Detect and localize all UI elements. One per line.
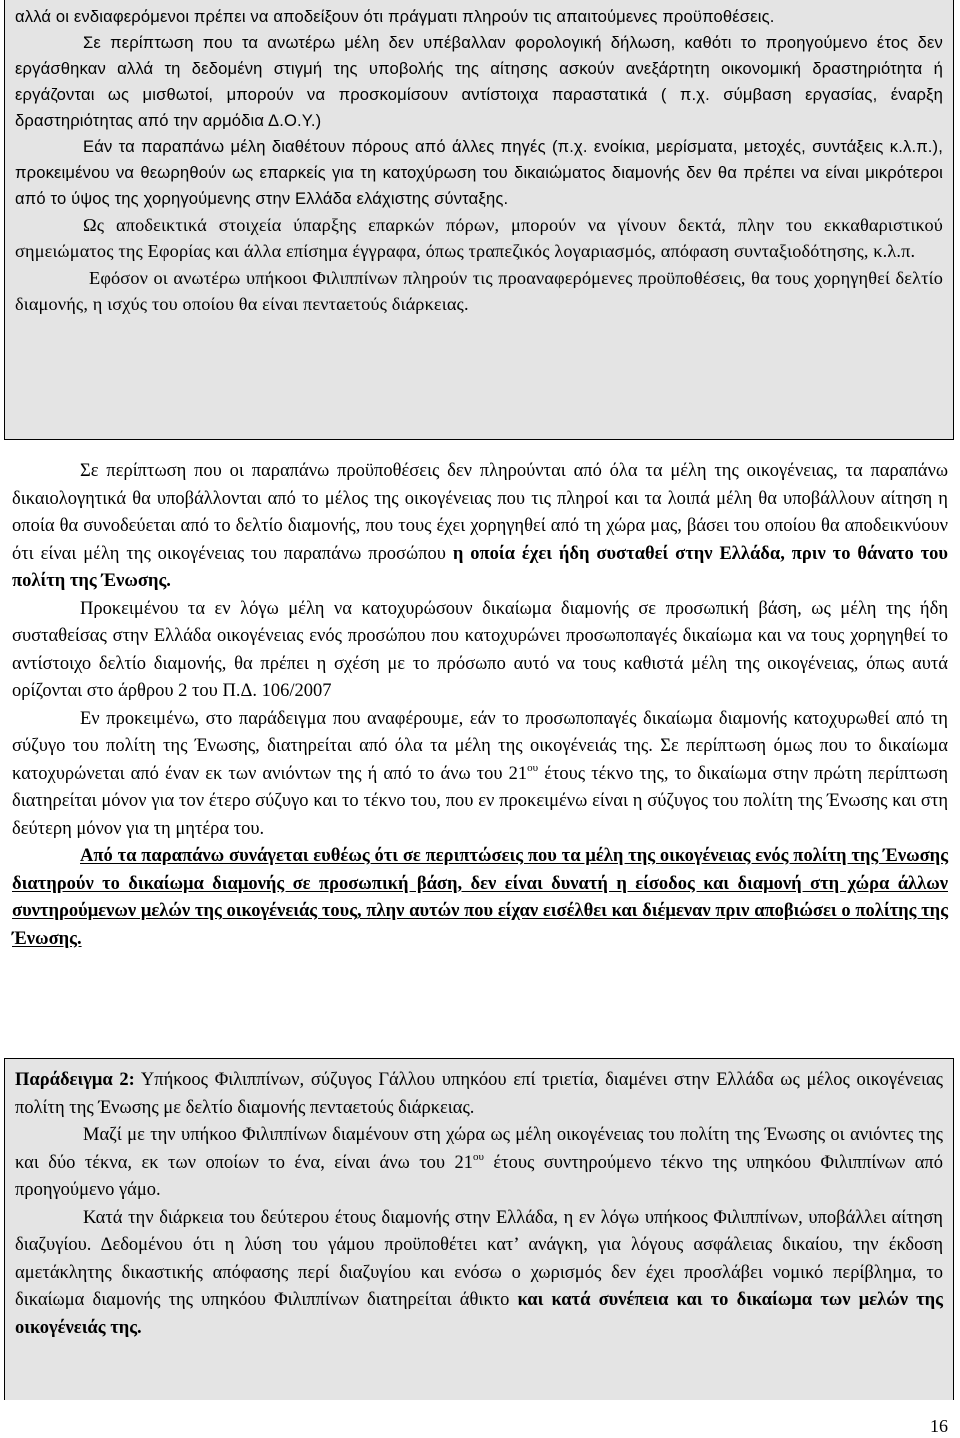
- paragraph: [15, 1067, 943, 1122]
- paragraph-text: έτους συντηρούμενο τέκνο της υπηκόου Φιλιππίνων από προηγούμενο γάμο.: [15, 1152, 943, 1200]
- bold-text: και κατά συνέπεια και το δικαίωμα των μελών της οικογένειάς της.: [15, 1290, 943, 1338]
- paragraph: [12, 706, 948, 844]
- paragraph-text: Κατά την διάρκεια του δεύτερου έτους διαμονής στην Ελλάδα, η εν λόγω υπήκοος Φιλιππίνων, υποβάλλει αίτηση διαζυγίου. Δεδομένου ότι η λύση του γάμου προϋποθέτει κατ’ ανάγκη, για λόγους ασφάλειας δικαίου, την έκδοση αμετάκλητης δικαστικής απόφασης περί διαζυγίου και ενόσω ο χωρισμός δεν έχει προσλάβει νομικό περίβλημα, το δικαίωμα διαμονής της υπηκόου Φιλιππίνων διατηρείται άθικτο: [15, 1207, 943, 1310]
- paragraph: Εφόσον οι ανωτέρω υπήκοοι Φιλιππίνων πληρούν τις προαναφερόμενες προϋποθέσεις, θα τους χορηγηθεί δελτίο διαμονής, η ισχύς του οποίου θα είναι πενταετούς διάρκειας.: [15, 267, 943, 314]
- page-number: 16: [930, 1416, 948, 1436]
- paragraph: Εάν τα παραπάνω μέλη διαθέτουν πόρους από άλλες πηγές (π.χ. ενοίκια, μερίσματα, μετοχές, συντάξεις κ.λ.π.), προκειμένου να θεωρηθούν ως επαρκείς για τη κατοχύρωση του δικαιώματος διαμονής δεν θα πρέπει να είναι μικρότεροι από το ύψος της χορηγούμενης στην Ελλάδα ελάχιστης σύνταξης.: [15, 137, 943, 208]
- paragraph-text: Μαζί με την υπήκοο Φιλιππίνων διαμένουν στη χώρα ως μέλη οικογένειας του πολίτη της Ένωσης οι ανιόντες της και δύο τέκνα, εκ των οποίων το ένα, είναι άνω του 21: [15, 1125, 943, 1173]
- paragraph: Προκειμένου τα εν λόγω μέλη να κατοχυρώσουν δικαίωμα διαμονής σε προσωπική βάση, ως μέλη της ήδη συσταθείσας στην Ελλάδα οικογένειας ενός προσώπου που κατοχυρώνει προσωποπαγές δικαίωμα και να τους χορηγηθεί το αντίστοιχο δελτίο διαμονής, θα πρέπει η σχέση με το πρόσωπο αυτό να τους καθιστά μέλη της οικογένειας, όπως αυτά ορίζονται στο άρθρου 2 του Π.Δ. 106/2007: [12, 598, 948, 701]
- example-label: Παράδειγμα 2:: [15, 1070, 135, 1090]
- shaded-box-top: [4, 0, 954, 440]
- paragraph-text: Υπήκοος Φιλιππίνων, σύζυγος Γάλλου υπηκόου επί τριετία, διαμένει στην Ελλάδα ως μέλος οικογένειας πολίτη της Ένωσης με δελτίο διαμονής πενταετούς διάρκειας.: [15, 1070, 943, 1118]
- superscript: ου: [527, 761, 539, 774]
- paragraph: Ως αποδεικτικά στοιχεία ύπαρξης επαρκών πόρων, μπορούν να γίνουν δεκτά, πλην του εκκαθαριστικού σημειώματος της Εφορίας και άλλα επίσημα έγγραφα, όπως τραπεζικός λογαριασμός, απόφαση συνταξιοδότησης, κ.λ.π.: [15, 215, 943, 262]
- main-text: [12, 458, 948, 953]
- paragraph: [12, 458, 948, 596]
- paragraph: Σε περίπτωση που τα ανωτέρω μέλη δεν υπέβαλλαν φορολογική δήλωση, καθότι το προηγούμενο έτος δεν εργάσθηκαν αλλά τη δεδομένη στιγμή της υποβολής της αίτησης ασκούν ανεξάρτητη οικονομική δραστηριότητα ή εργάζονται ως μισθωτοί, μπορούν να προσκομίσουν αντίστοιχα παραστατικά ( π.χ. σύμβαση εργασίας, έναρξη δραστηριότητας από την αρμόδια Δ.Ο.Υ.): [15, 33, 943, 130]
- superscript: ου: [473, 1150, 484, 1163]
- example-box: [4, 1058, 954, 1400]
- paragraph: [15, 1205, 943, 1343]
- bold-text: η οποία έχει ήδη συσταθεί στην Ελλάδα, πριν το θάνατο του πολίτη της Ένωσης.: [12, 543, 948, 591]
- paragraph-text: Σε περίπτωση που οι παραπάνω προϋποθέσεις δεν πληρούνται από όλα τα μέλη της οικογένειας, τα παραπάνω δικαιολογητικά θα υποβάλλονται από το μέλος της οικογένειας που τις πληροί και τα λοιπά μέλη θα υποβάλλουν αίτηση η οποία θα συνοδεύεται από το δελτίο διαμονής, που τους έχει χορηγηθεί από τη χώρα μας, βάσει του οποίου θα αποδεικνύουν ότι είναι μέλη της οικογένειας του παραπάνω προσώπου: [12, 461, 948, 564]
- paragraph: αλλά οι ενδιαφερόμενοι πρέπει να αποδείξουν ότι πράγματι πληρούν τις απαιτούμενες προϋποθέσεις.: [15, 7, 775, 26]
- paragraph-text: έτους τέκνο της, το δικαίωμα στην πρώτη περίπτωση διατηρείται μόνον για τον έτερο σύζυγο και το τέκνο του, που εν προκειμένω είναι η σύζυγος του πολίτη της Ένωσης και στη δεύτερη μόνον για τη μητέρα του.: [12, 763, 949, 839]
- paragraph: [15, 1122, 943, 1205]
- conclusion-paragraph: Από τα παραπάνω συνάγεται ευθέως ότι σε περιπτώσεις που τα μέλη της οικογένειας ενός πολίτη της Ένωσης διατηρούν το δικαίωμα διαμονής σε προσωπική βάση, δεν είναι δυνατή η είσοδος και διαμονή στη χώρα άλλων συντηρούμενων μελών της οικογένειάς τους, πλην αυτών που είχαν εισέλθει και διέμεναν πριν αποβιώσει ο πολίτης της Ένωσης.: [12, 846, 948, 949]
- paragraph-text: Εν προκειμένω, στο παράδειγμα που αναφέρουμε, εάν το προσωποπαγές δικαίωμα διαμονής κατοχυρωθεί από τη σύζυγο του πολίτη της Ένωσης, διατηρείται από όλα τα μέλη της οικογένειάς της. Σε περίπτωση όμως που το δικαίωμα κατοχυρώνεται από έναν εκ των ανιόντων της ή από το άνω του 21: [12, 708, 948, 784]
